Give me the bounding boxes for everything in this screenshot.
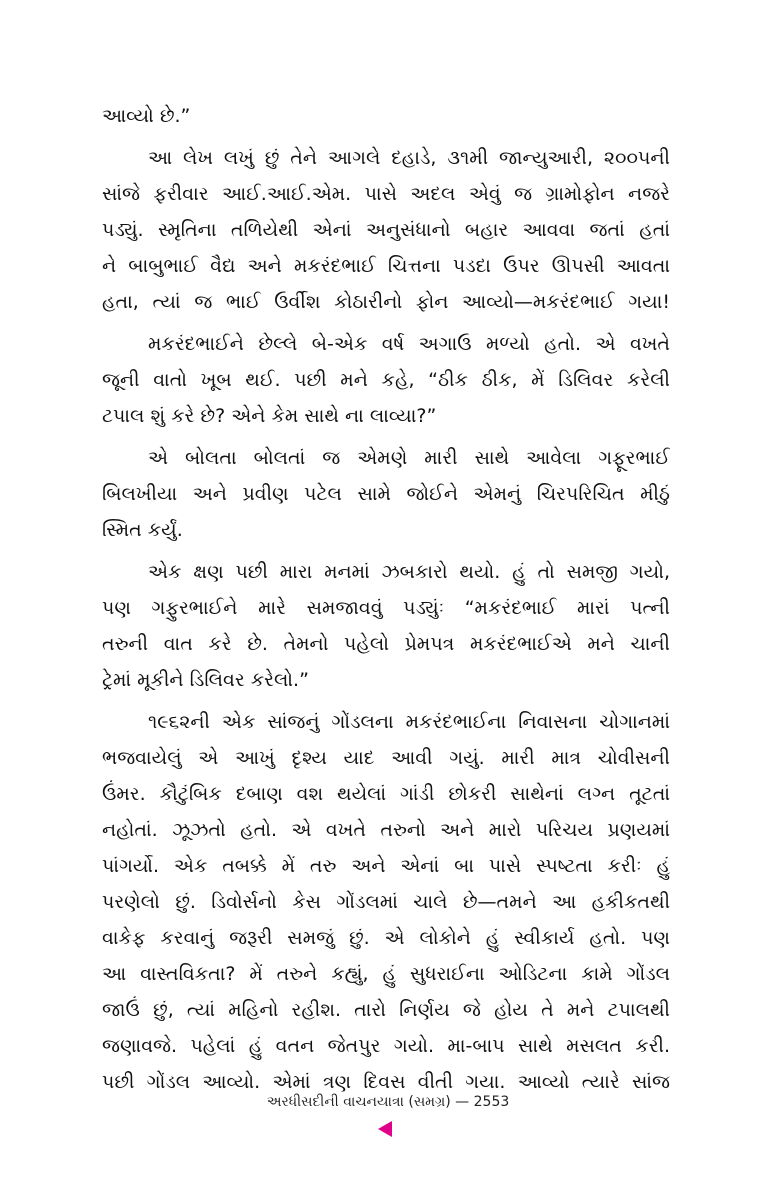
text-line: મકરંદભાઈને છેલ્લે બે-એક વર્ષ અગાઉ મળ્યો હતો. એ વખતે (148, 333, 670, 355)
text-line: આ લેખ લખું છું તેને આગલે દહાડે, ૩૧મી જાન્યુઆરી, ૨૦૦૫ની (148, 147, 670, 169)
text-line: પાંગર્યો. એક તબક્કે મેં તરુ અને એનાં બા પાસે સ્પષ્ટતા કરીઃ હું (102, 855, 670, 877)
triangle-left-icon[interactable] (378, 1121, 392, 1137)
text-line: ૧૯૬૨ની એક સાંજનું ગોંડલના મકરંદભાઈના નિવાસના ચોગાનમાં (148, 711, 670, 733)
page-body (102, 98, 670, 1106)
text-line: જાઉં છું, ત્યાં મહિનો રહીશ. તારો નિર્ણય જે હોય તે મને ટપાલથી (102, 999, 670, 1021)
text-line: ટપાલ શું કરે છે? એને કેમ સાથે ના લાવ્યા?” (102, 405, 437, 427)
text-line: એક ક્ષણ પછી મારા મનમાં ઝબકારો થયો. હું તો સમજી ગયો, (148, 561, 670, 583)
text-line: પછી ગોંડલ આવ્યો. એમાં ત્રણ દિવસ વીતી ગયા. આવ્યો ત્યારે સાંજ (102, 1071, 670, 1093)
paragraph (102, 440, 670, 548)
text-line: તરુની વાત કરે છે. તેમનો પહેલો પ્રેમપત્ર મકરંદભાઈએ મને ચાની (102, 633, 670, 655)
text-line: વાકેફ કરવાનું જરૂરી સમજું છું. એ લોકોને હું સ્વીકાર્ય હતો. પણ (102, 927, 670, 949)
text-line: આ વાસ્તવિકતા? મેં તરુને કહ્યું, હું સુધરાઈના ઓડિટના કામે ગોંડલ (102, 963, 670, 985)
text-line: જૂની વાતો ખૂબ થઈ. પછી મને કહે, “ઠીક ઠીક, મેં ડિલિવર કરેલી (102, 369, 670, 391)
text-line: જણાવજે. પહેલાં હું વતન જેતપુર ગયો. મા-બાપ સાથે મસલત કરી. (102, 1035, 670, 1057)
text-line: પડ્યું. સ્મૃતિના તળિયેથી એનાં અનુસંધાનો બહાર આવવા જતાં હતાં (102, 219, 670, 241)
text-line: હતા, ત્યાં જ ભાઈ ઉર્વીશ કોઠારીનો ફોન આવ્યો—મકરંદભાઈ ગયા! (102, 291, 670, 313)
paragraph (102, 98, 670, 134)
text-line: ટ્રેમાં મૂકીને ડિલિવર કરેલો.” (102, 669, 309, 691)
text-line: પણ ગફુરભાઈને મારે સમજાવવું પડ્યુંઃ “મકરંદભાઈ મારાં પત્ની (102, 597, 670, 619)
text-line: નહોતાં. ઝૂઝતો હતો. એ વખતે તરુનો અને મારો પરિચય પ્રણયમાં (102, 819, 670, 841)
text-line: એ બોલતા બોલતાં જ એમણે મારી સાથે આવેલા ગફૂરભાઈ (148, 447, 670, 469)
text-line: ભજવાયેલું એ આખું દૃશ્ય યાદ આવી ગયું. મારી માત્ર ચોવીસની (102, 747, 670, 769)
paragraph (102, 554, 670, 698)
text-line: સાંજે ફરીવાર આઈ.આઈ.એમ. પાસે અદલ એવું જ ગ્રામોફોન નજરે (102, 183, 670, 205)
text-line: આવ્યો છે.” (102, 105, 191, 127)
text-line: પરણેલો છું. ડિવોર્સનો કેસ ગોંડલમાં ચાલે છે—તમને આ હકીકતથી (102, 891, 670, 913)
paragraph (102, 326, 670, 434)
text-line: સ્મિત કર્યું. (102, 519, 183, 541)
text-line: ને બાબુભાઈ વૈદ્ય અને મકરંદભાઈ ચિત્તના પડદા ઉપર ઊપસી આવતા (102, 255, 670, 277)
page-footer: અરધીસદીની વાચનયાત્રા (સમગ્ર) — 2553 (266, 1094, 510, 1110)
paragraph (102, 704, 670, 1100)
text-line: ઉંમર. કૌટુંબિક દબાણ વશ થયેલાં ગાંડી છોકરી સાથેનાં લગ્ન તૂટતાં (102, 783, 670, 805)
paragraph (102, 140, 670, 320)
text-line: બિલખીયા અને પ્રવીણ પટેલ સામે જોઈને એમનું ચિરપરિચિત મીઠું (102, 483, 670, 505)
